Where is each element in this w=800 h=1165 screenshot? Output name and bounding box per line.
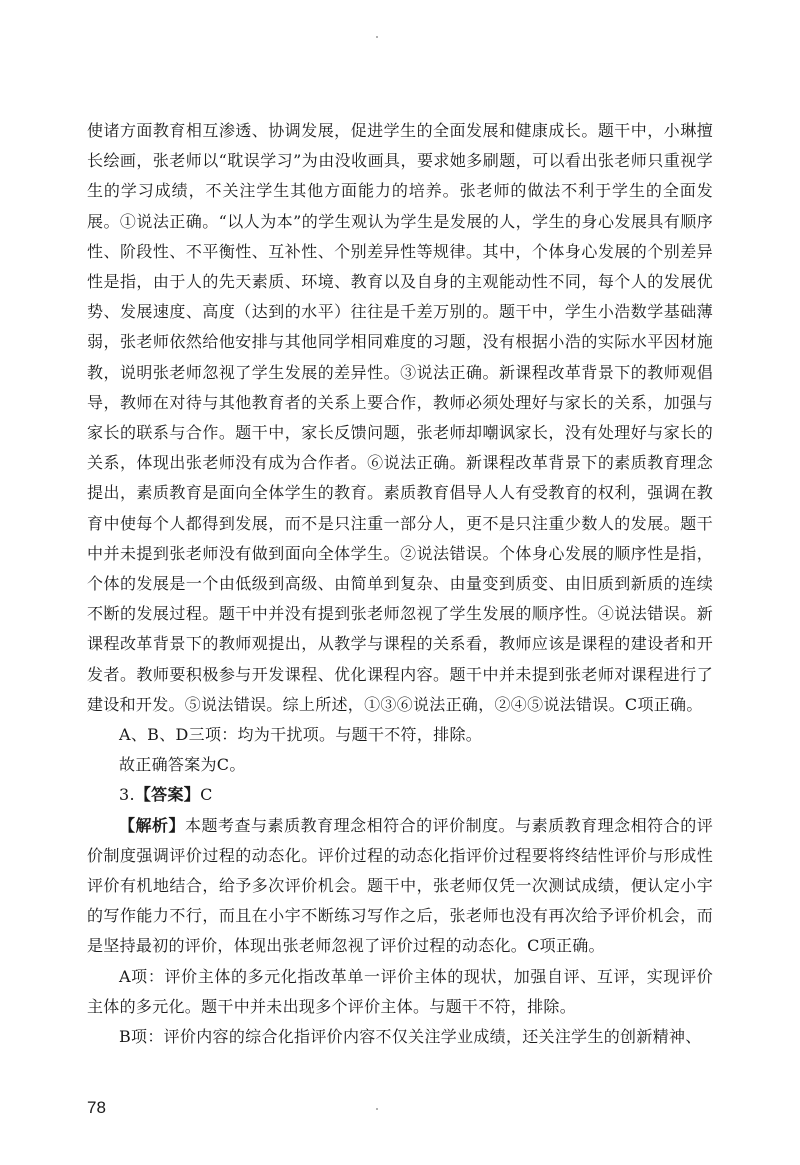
scan-dot bbox=[376, 1108, 378, 1110]
answer-value: C bbox=[200, 785, 213, 805]
question-3-answer bbox=[87, 780, 713, 810]
answer-tag: 【答案】 bbox=[134, 785, 201, 805]
paragraph-analysis bbox=[87, 811, 713, 962]
paragraph-options-abd: A、B、D三项：均为干扰项。与题干不符，排除。 bbox=[119, 725, 483, 745]
scan-dot bbox=[376, 36, 378, 38]
paragraph-option-a: A项：评价主体的多元化指改革单一评价主体的现状，加强自评、互评，实现评价主体的多元化。题干中并未出现多个评价主体。与题干不符，排除。 bbox=[87, 966, 713, 1016]
analysis-text: 本题考查与素质教育理念相符合的评价制度。与素质教育理念相符合的评价制度强调评价过程的动态化。评价过程的动态化指评价过程要将终结性评价与形成性评价有机地结合，给予多次评价机会。题干中，张老师仅凭一次测试成绩，便认定小宇的写作能力不行，而且在小宇不断练习写作之后，张老师也没有再次给予评价机会，而是坚持最初的评价，体现出张老师忽视了评价过程的动态化。C项正确。 bbox=[87, 815, 713, 956]
body-text bbox=[87, 116, 713, 1052]
question-number: 3. bbox=[119, 785, 135, 805]
analysis-tag: 【解析】 bbox=[119, 815, 186, 835]
paragraph-option-b: B项：评价内容的综合化指评价内容不仅关注学业成绩，还关注学生的创新精神、 bbox=[119, 1027, 702, 1047]
paragraph-correct-answer: 故正确答案为C。 bbox=[119, 755, 246, 775]
page-number: 78 bbox=[87, 1098, 106, 1117]
paragraph-analysis-continued: 使诸方面教育相互渗透、协调发展，促进学生的全面发展和健康成长。题干中，小琳擅长绘画，张老师以“耽误学习”为由没收画具，要求她多刷题，可以看出张老师只重视学生的学习成绩，不关注学生其他方面能力的培养。张老师的做法不利于学生的全面发展。①说法正确。“以人为本”的学生观认为学生是发展的人，学生的身心发展具有顺序性、阶段性、不平衡性、互补性、个别差异性等规律。其中，个体身心发展的个别差异性是指，由于人的先天素质、环境、教育以及自身的主观能动性不同，每个人的发展优势、发展速度、高度（达到的水平）往往是千差万别的。题干中，学生小浩数学基础薄弱，张老师依然给他安排与其他同学相同难度的习题，没有根据小浩的实际水平因材施教，说明张老师忽视了学生发展的差异性。③说法正确。新课程改革背景下的教师观倡导，教师在对待与其他教育者的关系上要合作，教师必须处理好与家长的关系，加强与家长的联系与合作。题干中，家长反馈问题，张老师却嘲讽家长，没有处理好与家长的关系，体现出张老师没有成为合作者。⑥说法正确。新课程改革背景下的素质教育理念提出，素质教育是面向全体学生的教育。素质教育倡导人人有受教育的权利，强调在教育中使每个人都得到发展，而不是只注重一部分人，更不是只注重少数人的发展。题干中并未提到张老师没有做到面向全体学生。②说法错误。个体身心发展的顺序性是指，个体的发展是一个由低级到高级、由简单到复杂、由量变到质变、由旧质到新质的连续不断的发展过程。题干中并没有提到张老师忽视了学生发展的顺序性。④说法错误。新课程改革背景下的教师观提出，从教学与课程的关系看，教师应该是课程的建设者和开发者。教师要积极参与开发课程、优化课程内容。题干中并未提到张老师对课程进行了建设和开发。⑤说法错误。综上所述，①③⑥说法正确，②④⑤说法错误。C项正确。 bbox=[87, 121, 713, 714]
